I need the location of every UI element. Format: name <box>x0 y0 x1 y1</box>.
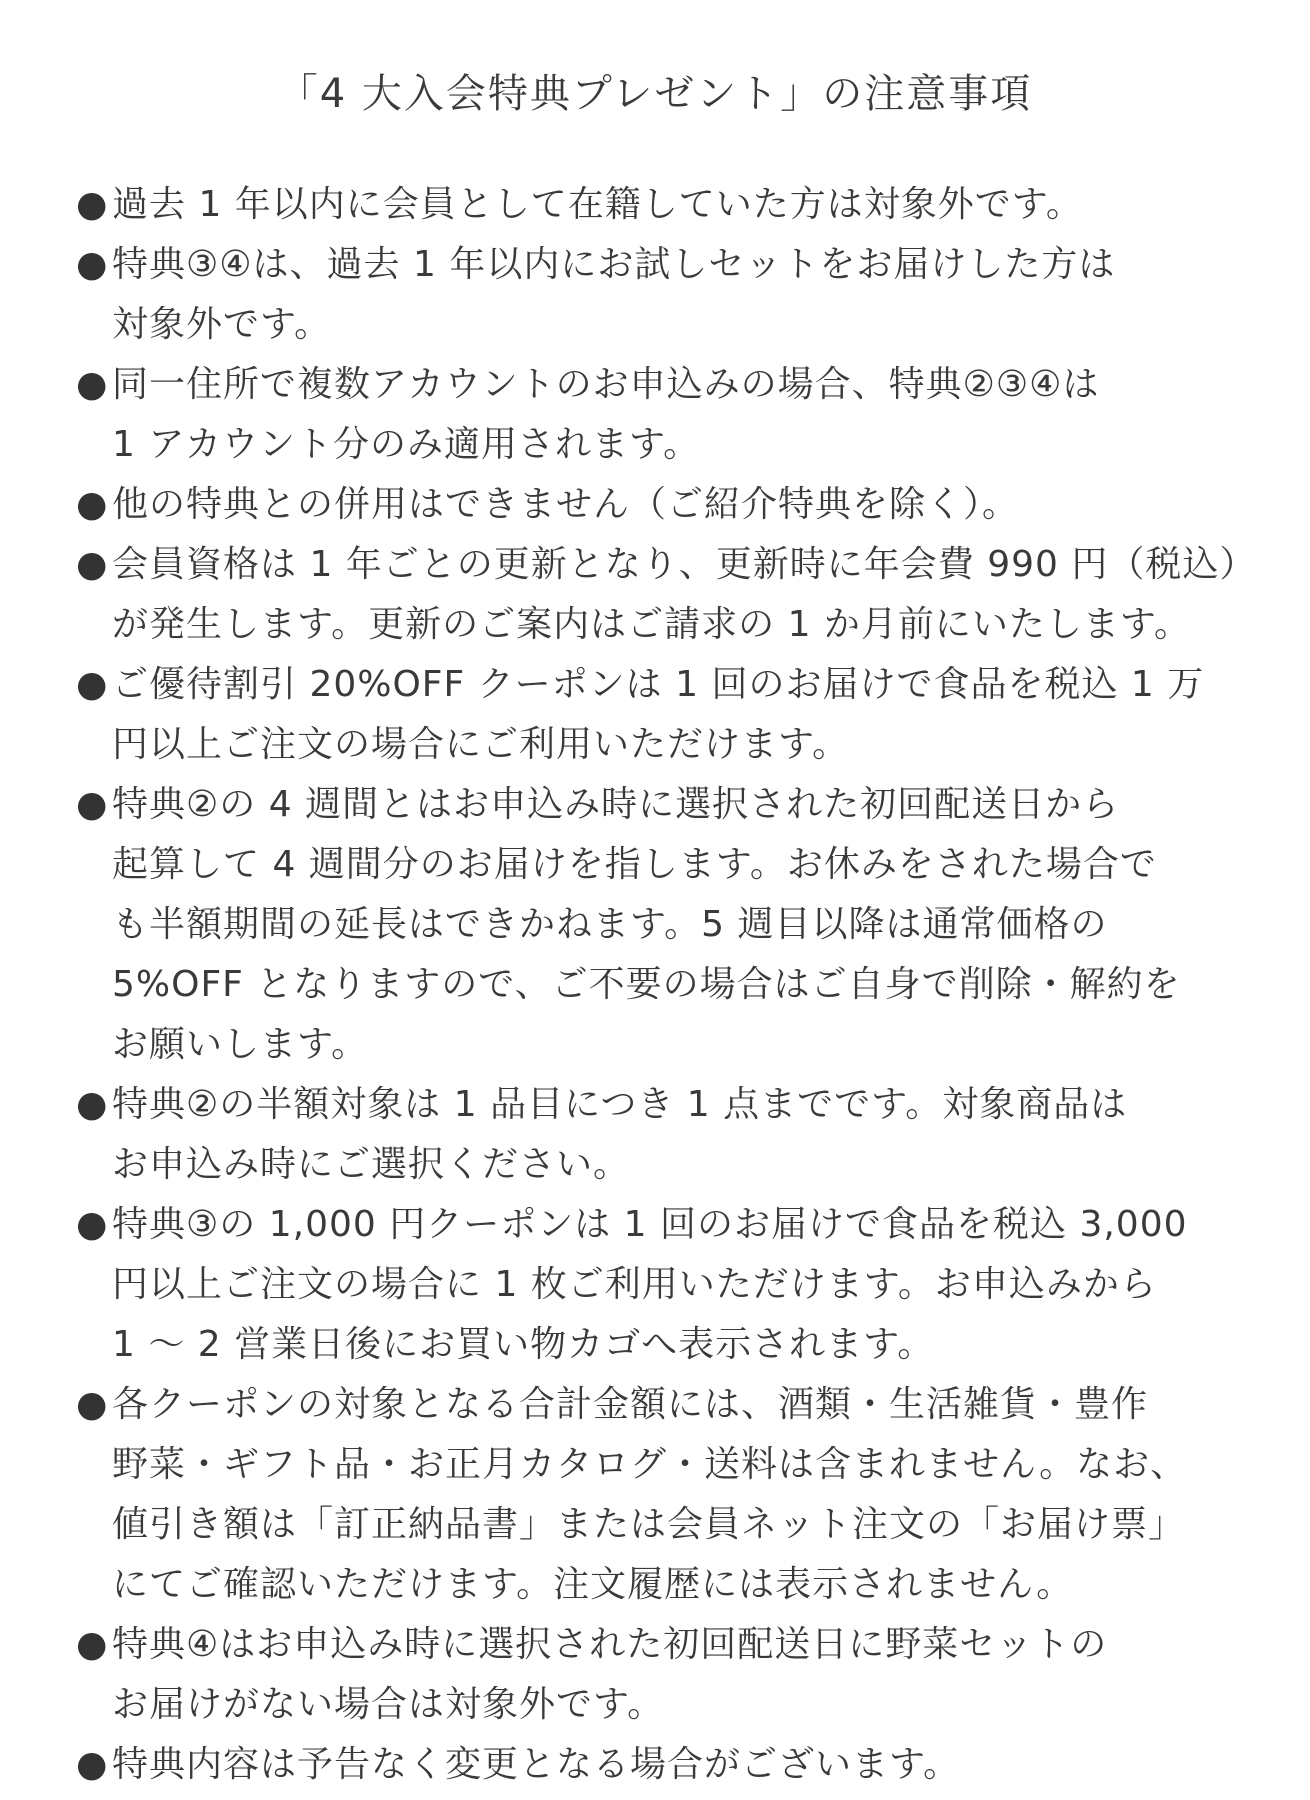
note-text <box>112 655 1256 775</box>
note-line: 特典③④は、過去 1 年以内にお試しセットをお届けした方は <box>112 244 1116 285</box>
bullet-icon: ● <box>76 1384 108 1425</box>
note-line: 値引き額は「訂正納品書」または会員ネット注文の「お届け票」 <box>112 1504 1186 1545</box>
note-line: 5%OFF となりますので、ご不要の場合はご自身で削除・解約を <box>112 964 1181 1005</box>
note-line: にてご確認いただけます。注文履歴には表示されません。 <box>112 1564 1074 1605</box>
bullet-icon: ● <box>76 1744 108 1785</box>
note-line: 円以上ご注文の場合に 1 枚ご利用いただけます。お申込みから <box>112 1264 1157 1305</box>
note-line: 円以上ご注文の場合にご利用いただけます。 <box>112 724 850 765</box>
note-line: お申込み時にご選択ください。 <box>112 1144 631 1185</box>
note-text <box>112 235 1256 355</box>
note-line: 野菜・ギフト品・お正月カタログ・送料は含まれません。なお、 <box>112 1444 1188 1485</box>
note-line: 他の特典との併用はできません（ご紹介特典を除く）。 <box>112 484 1020 525</box>
note-item <box>76 355 1256 475</box>
note-item <box>76 235 1256 355</box>
note-line: お届けがない場合は対象外です。 <box>112 1684 665 1725</box>
note-line: 起算して 4 週間分のお届けを指します。お休みをされた場合で <box>112 844 1157 885</box>
note-item <box>76 655 1256 775</box>
note-line: 特典③の 1,000 円クーポンは 1 回のお届けで食品を税込 3,000 <box>112 1204 1188 1245</box>
note-text <box>112 355 1256 475</box>
bullet-icon: ● <box>76 484 108 525</box>
note-item <box>76 175 1256 235</box>
note-text <box>112 775 1256 1075</box>
note-line: 会員資格は 1 年ごとの更新となり、更新時に年会費 990 円（税込） <box>112 544 1257 585</box>
note-item <box>76 1615 1256 1735</box>
bullet-icon: ● <box>76 544 108 585</box>
note-line: ご優待割引 20%OFF クーポンは 1 回のお届けで食品を税込 1 万 <box>112 664 1205 705</box>
note-line: 特典②の 4 週間とはお申込み時に選択された初回配送日から <box>112 784 1120 825</box>
page-title: 「4 大入会特典プレゼント」の注意事項 <box>277 71 1033 117</box>
bullet-icon: ● <box>76 664 108 705</box>
bullet-icon: ● <box>76 184 108 225</box>
note-item <box>76 1735 1256 1795</box>
notes-list <box>76 175 1256 1795</box>
note-item <box>76 775 1256 1075</box>
note-text <box>112 535 1256 655</box>
bullet-icon: ● <box>76 364 108 405</box>
note-item <box>76 1075 1256 1195</box>
note-line: 特典④はお申込み時に選択された初回配送日に野菜セットの <box>112 1624 1108 1665</box>
bullet-icon: ● <box>76 244 108 285</box>
bullet-icon: ● <box>76 1624 108 1665</box>
note-item <box>76 535 1256 655</box>
note-line: 過去 1 年以内に会員として在籍していた方は対象外です。 <box>112 184 1083 225</box>
note-line: 特典②の半額対象は 1 品目につき 1 点までです。対象商品は <box>112 1084 1128 1125</box>
note-line: が発生します。更新のご案内はご請求の 1 か月前にいたします。 <box>112 604 1192 645</box>
bullet-icon: ● <box>76 1084 108 1125</box>
note-line: 対象外です。 <box>112 304 332 345</box>
note-item <box>76 1375 1256 1615</box>
note-text <box>112 1735 1256 1795</box>
note-line: 同一住所で複数アカウントのお申込みの場合、特典②③④は <box>112 364 1100 405</box>
note-line: 各クーポンの対象となる合計金額には、酒類・生活雑貨・豊作 <box>112 1384 1149 1425</box>
bullet-icon: ● <box>76 784 108 825</box>
note-item <box>76 475 1256 535</box>
note-line: 1 アカウント分のみ適用されます。 <box>112 424 701 465</box>
note-line: 特典内容は予告なく変更となる場合がございます。 <box>112 1744 961 1785</box>
note-text <box>112 475 1256 535</box>
note-line: お願いします。 <box>112 1024 369 1065</box>
note-line: も半額期間の延長はできかねます。5 週目以降は通常価格の <box>112 904 1108 945</box>
note-item <box>76 1195 1256 1375</box>
note-text <box>112 175 1256 235</box>
note-text <box>112 1195 1256 1375</box>
note-text <box>112 1375 1256 1615</box>
note-text <box>112 1615 1256 1735</box>
note-line: 1 ～ 2 営業日後にお買い物カゴへ表示されます。 <box>112 1324 935 1365</box>
bullet-icon: ● <box>76 1204 108 1245</box>
note-text <box>112 1075 1256 1195</box>
